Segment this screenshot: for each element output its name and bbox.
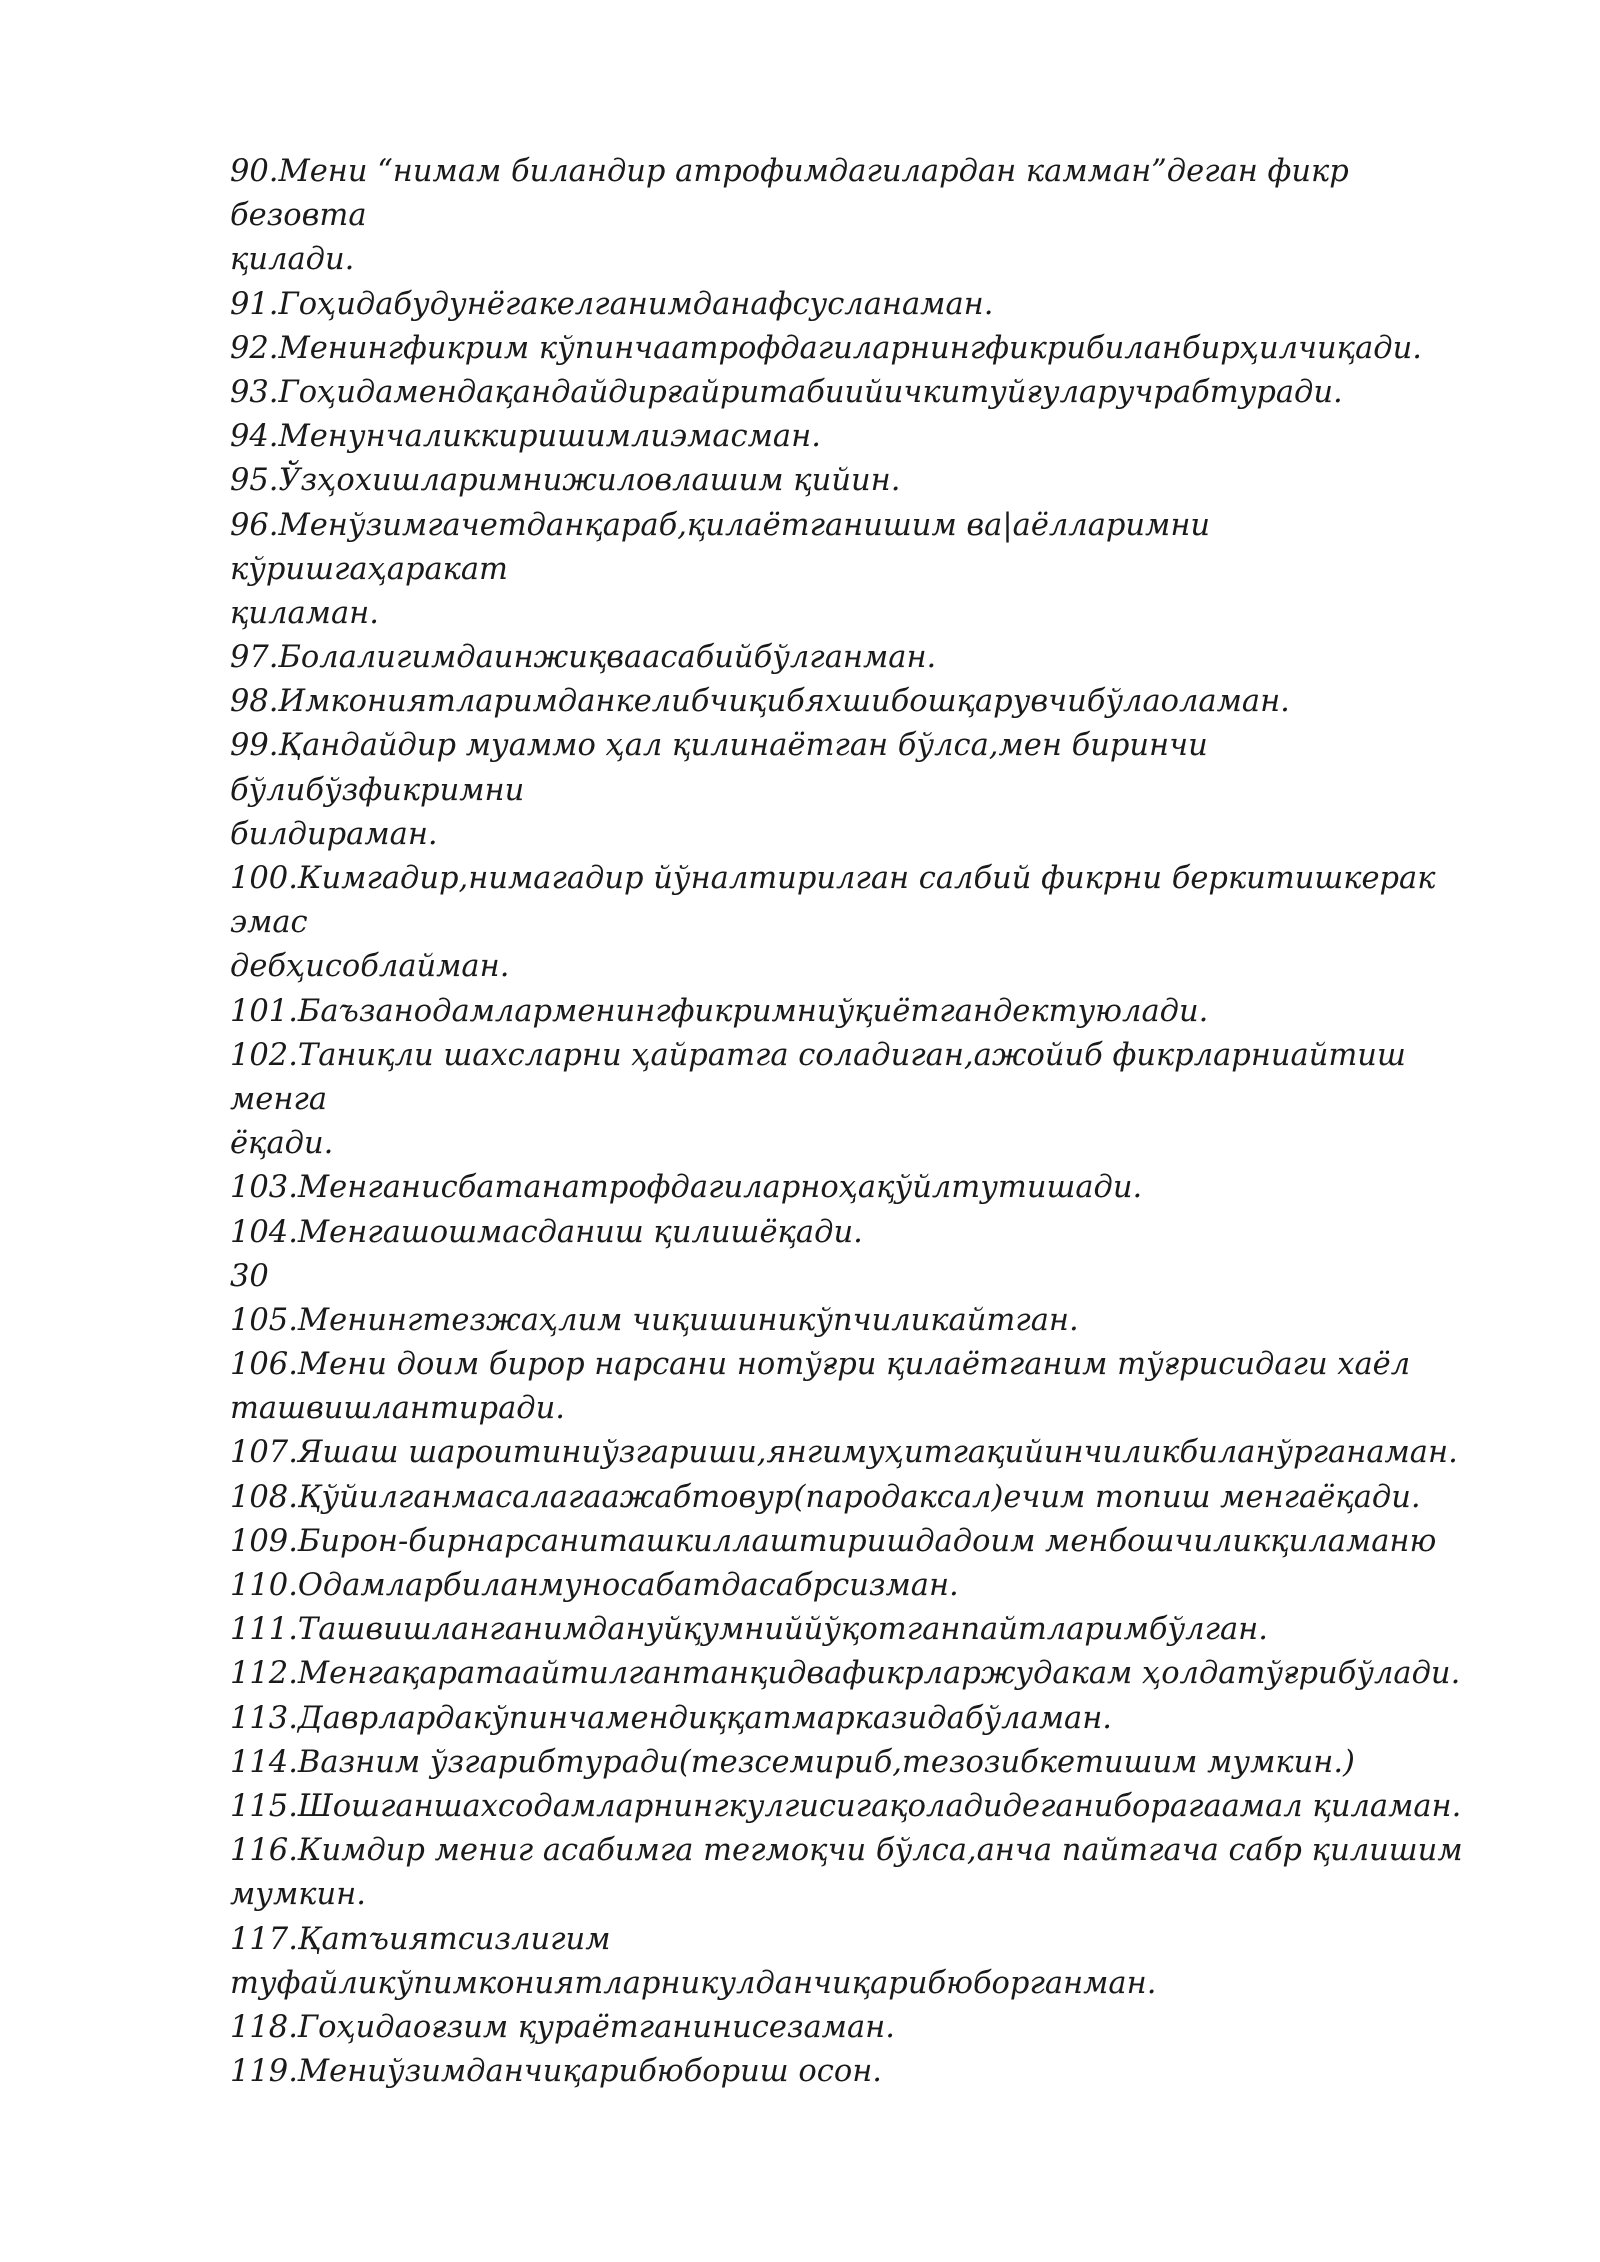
text-line-43: 118.Гоҳидаоғзим қураётганинисезаман. — [230, 2009, 895, 2045]
text-line-40: мумкин. — [230, 1877, 366, 1913]
text-line-14: 99.Қандайдир муаммо ҳал қилинаётган бўлса,мен биринчи — [230, 728, 1208, 764]
text-line-23: ёқади. — [230, 1126, 334, 1162]
text-line-31: 108.Қўйилганмасалагаажабтовур(пародаксал)ечим топиш менгаёқади. — [230, 1479, 1421, 1515]
text-line-13: 98.Имкониятларимданкелибчиқибяхшибошқарувчибўлаоламан. — [230, 684, 1290, 720]
text-line-35: 112.Менгақаратаайтилгантанқидвафикрларжудакам ҳолдатўғрибўлади. — [230, 1656, 1461, 1692]
text-line-5: 92.Менингфикрим кўпинчаатрофдагиларнингфикрибиланбирҳилчиқади. — [230, 330, 1422, 366]
text-line-39: 116.Кимдир мениг асабимга тегмоқчи бўлса,анча пайтгача сабр қилишим — [230, 1833, 1463, 1869]
text-line-36: 113.Даврлардакўпинчамендиққатмарказидабўламан. — [230, 1700, 1112, 1736]
questionnaire-text — [230, 150, 1530, 2094]
text-line-7: 94.Менунчаликкиришимлиэмасман. — [230, 419, 821, 455]
text-line-20: 101.Баъзанодамларменингфикримниўқиётгандектуюлади. — [230, 993, 1209, 1029]
text-line-3: қилади. — [230, 242, 355, 278]
text-line-24: 103.Менганисбатанатрофдагиларноҳақўйлтутишади. — [230, 1170, 1143, 1206]
text-line-15: бўлибўзфикримни — [230, 772, 525, 808]
text-line-37: 114.Вазним ўзгарибтуради(тезсемириб,тезозибкетишим мумкин.) — [230, 1744, 1355, 1780]
text-line-42: туфайликўпимкониятларникулданчиқарибюборганман. — [230, 1965, 1157, 2001]
text-line-9: 96.Менўзимгачетданқараб,қилаётганишим ва|аёлларимни — [230, 507, 1211, 543]
text-line-1: 90.Мени “нимам биландир атрофимдагилардан камман”деган фикр — [230, 154, 1349, 189]
text-line-6: 93.Гоҳидамендақандайдирғайритабиийичкитуйғуларучрабтуради. — [230, 374, 1343, 410]
text-line-44: 119.Мениўзимданчиқарибюбориш осон. — [230, 2054, 882, 2090]
text-line-32: 109.Бирон-бирнарсаниташкиллаштиришдадоим менбошчиликқиламаню — [230, 1523, 1437, 1559]
text-line-8: 95.Ўзҳохишларимнижиловлашим қийин. — [230, 463, 901, 499]
text-line-18: эмас — [230, 905, 308, 941]
text-line-34: 111.Ташвишланганимдануйқумниййўқотганпайтларимбўлган. — [230, 1612, 1268, 1648]
text-line-17: 100.Кимгадир,нимагадир йўналтирилган салбий фикрни беркитишкерак — [230, 861, 1436, 896]
text-line-30: 107.Яшаш шароитиниўзгариши,янгимуҳитгақийинчиликбиланўрганаман. — [230, 1435, 1458, 1471]
text-line-22: менга — [230, 1081, 328, 1117]
text-line-10: кўришгаҳаракат — [230, 551, 508, 587]
text-line-16: билдираман. — [230, 816, 438, 852]
text-line-2: безовта — [230, 198, 367, 234]
text-line-41: 117.Қатъиятсизлигим — [230, 1921, 611, 1957]
text-line-28: 106.Мени доим бирор нарсани нотўғри қилаётганим тўғрисидаги хаёл — [230, 1347, 1411, 1383]
text-line-11: қиламан. — [230, 595, 379, 631]
text-line-21: 102.Таниқли шахсларни ҳайратга соладиган,ажойиб фикрларниайтиш — [230, 1037, 1406, 1073]
text-line-25: 104.Менгашошмасданиш қилишёқади. — [230, 1214, 863, 1250]
text-line-33: 110.Одамларбиланмуносабатдасабрсизман. — [230, 1568, 959, 1603]
text-line-29: ташвишлантиради. — [230, 1391, 565, 1427]
page-number: 30 — [230, 1258, 269, 1294]
text-line-38: 115.Шошганшахсодамларнингкулгисигақоладидеганиборагаамал қиламан. — [230, 1788, 1462, 1824]
text-line-4: 91.Гоҳидабудунёгакелганимданафсусланаман. — [230, 286, 994, 322]
text-line-27: 105.Менингтезжаҳлим чиқишиникўпчиликайтган. — [230, 1302, 1079, 1338]
text-line-12: 97.Болалигимдаинжиқваасабийбўлганман. — [230, 640, 937, 676]
text-line-19: дебҳисоблайман. — [230, 949, 510, 985]
